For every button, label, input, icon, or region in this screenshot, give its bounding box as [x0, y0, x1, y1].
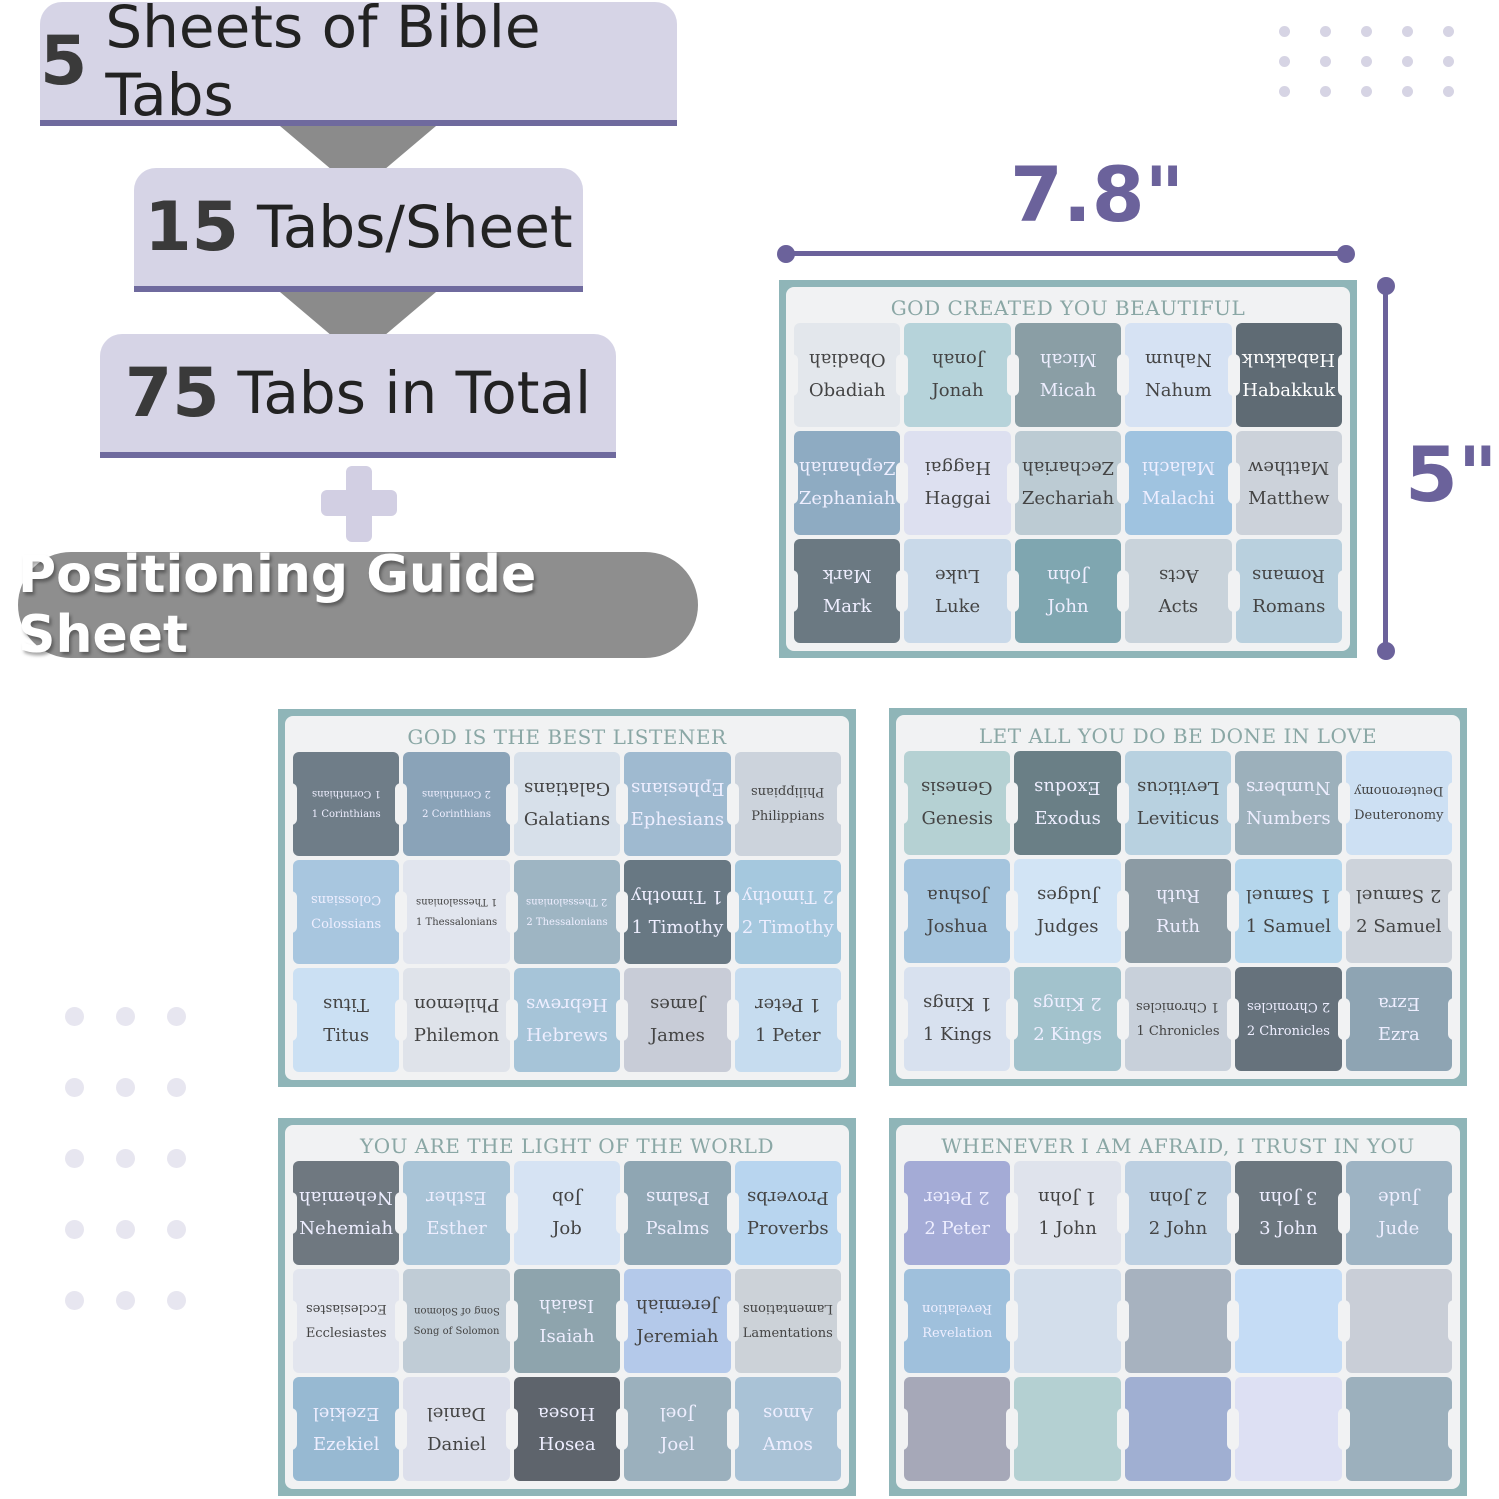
bible-tab: [1125, 859, 1231, 963]
decorative-dot: [1320, 86, 1331, 97]
tab-label-upside-down: Esther: [426, 1187, 487, 1208]
tab-label: Habakkuk: [1242, 380, 1336, 401]
tab-label: John: [1047, 596, 1089, 617]
tab-label: Esther: [426, 1218, 487, 1239]
sheet-title: GOD CREATED YOU BEAUTIFUL: [890, 296, 1246, 320]
decorative-dot: [167, 1291, 186, 1310]
tab-label-upside-down: Ezekiel: [313, 1403, 380, 1424]
tab-label: Revelation: [922, 1326, 993, 1341]
tab-label: Jude: [1378, 1218, 1420, 1239]
tab-label: Psalms: [645, 1218, 710, 1239]
bible-tab: [1125, 967, 1231, 1071]
tab-label: Song of Solomon: [413, 1326, 500, 1337]
decorative-dot: [1361, 26, 1372, 37]
decorative-dot: [1402, 26, 1413, 37]
tab-label: Colossians: [311, 917, 382, 932]
tab-label-upside-down: James: [649, 994, 705, 1015]
tabs-per-sheet-count: 15: [144, 187, 239, 267]
tab-sheet-2: [278, 709, 856, 1087]
tab-label: Genesis: [921, 808, 993, 829]
tab-label-upside-down: Philemon: [413, 994, 500, 1015]
bible-tab: [1014, 1269, 1120, 1373]
tab-label-upside-down: Amos: [762, 1403, 813, 1424]
bible-tab: [293, 860, 399, 964]
tab-label-upside-down: 1 Samuel: [1245, 885, 1332, 906]
tab-label: 3 John: [1259, 1218, 1318, 1239]
tab-label-upside-down: Mark: [822, 565, 872, 586]
tab-label-upside-down: 2 Corinthians: [422, 788, 491, 799]
height-dimension-end: [1377, 642, 1395, 660]
bible-tab: [1014, 859, 1120, 963]
tab-label: Acts: [1158, 596, 1199, 617]
tab-label-upside-down: Malachi: [1141, 457, 1215, 478]
tab-label: 1 Chronicles: [1136, 1024, 1220, 1039]
bible-tab: [904, 539, 1010, 643]
tab-label-upside-down: Ruth: [1156, 885, 1200, 906]
tab-label: Job: [552, 1218, 582, 1239]
tab-label-upside-down: Nehemiah: [299, 1187, 394, 1208]
bible-tab: [735, 752, 841, 856]
bible-tab: [1346, 751, 1452, 855]
banner-total-tabs: [100, 334, 616, 458]
bible-tab: [1015, 323, 1121, 427]
decorative-dot: [1361, 86, 1372, 97]
decorative-dot: [1443, 26, 1454, 37]
tab-label: Jonah: [931, 380, 984, 401]
height-dimension-label: 5": [1405, 430, 1498, 519]
bible-tab: [1236, 431, 1342, 535]
bible-tab: [1346, 1377, 1452, 1481]
bible-tab: [1346, 859, 1452, 963]
tab-label-upside-down: Job: [552, 1187, 582, 1208]
tab-label: Ephesians: [630, 809, 725, 830]
banner-tabs-per-sheet: [134, 168, 583, 292]
sheets-count: 5: [40, 21, 88, 101]
positioning-guide-pill: Positioning Guide Sheet: [18, 552, 698, 658]
tab-label: Romans: [1252, 596, 1326, 617]
bible-tab: [735, 860, 841, 964]
tab-label: 2 Thessalonians: [526, 917, 608, 928]
tab-label: 1 Samuel: [1245, 916, 1332, 937]
total-tabs-count: 75: [124, 353, 220, 433]
tab-label: Mark: [822, 596, 872, 617]
bible-tab: [904, 431, 1010, 535]
bible-tab: [403, 1161, 509, 1265]
tab-label: 1 Timothy: [631, 917, 724, 938]
tab-label-upside-down: Titus: [323, 994, 370, 1015]
tab-label-upside-down: Luke: [935, 565, 981, 586]
bible-tab: [403, 860, 509, 964]
tab-label-upside-down: Matthew: [1248, 457, 1330, 478]
height-dimension-start: [1377, 277, 1395, 295]
tab-label-upside-down: Deuteronomy: [1354, 783, 1444, 798]
decorative-dot: [1279, 86, 1290, 97]
tab-label: 1 Corinthians: [311, 809, 381, 820]
bible-tab: [293, 1269, 399, 1373]
decorative-dot: [1443, 86, 1454, 97]
sheet-title: WHENEVER I AM AFRAID, I TRUST IN YOU: [941, 1134, 1415, 1158]
tab-label-upside-down: Numbers: [1246, 777, 1331, 798]
tab-label: Zephaniah: [798, 488, 896, 509]
tab-label: Judges: [1036, 916, 1099, 937]
bible-tab: [1235, 1161, 1341, 1265]
bible-tab: [1235, 1269, 1341, 1373]
tab-label: Hebrews: [526, 1025, 608, 1046]
tab-label: 1 Peter: [754, 1025, 821, 1046]
tab-label: Micah: [1039, 380, 1097, 401]
width-dimension-start: [777, 245, 795, 263]
tab-label: Ezekiel: [313, 1434, 380, 1455]
tab-label: Joel: [660, 1434, 695, 1455]
bible-tab: [904, 323, 1010, 427]
tab-label: Lamentations: [742, 1326, 833, 1341]
tab-label: Philippians: [751, 809, 825, 824]
bible-tab: [794, 431, 900, 535]
bible-tab: [514, 752, 620, 856]
tab-label: Haggai: [924, 488, 991, 509]
tab-label-upside-down: 3 John: [1259, 1187, 1318, 1208]
tab-label: Zechariah: [1021, 488, 1115, 509]
tab-label: 2 John: [1148, 1218, 1208, 1239]
tab-label: Titus: [323, 1025, 370, 1046]
decorative-dot: [167, 1078, 186, 1097]
total-tabs-label: Tabs in Total: [237, 359, 592, 427]
bible-tab: [1014, 1161, 1120, 1265]
tab-label-upside-down: Lamentations: [742, 1301, 833, 1316]
bible-tab: [735, 1269, 841, 1373]
tab-label: Luke: [935, 596, 981, 617]
tab-label: Ezra: [1377, 1024, 1420, 1045]
decorative-dot: [1402, 56, 1413, 67]
tab-label-upside-down: Haggai: [924, 457, 991, 478]
banner-sheets: [40, 0, 677, 129]
tab-label: Numbers: [1246, 808, 1331, 829]
tab-label-upside-down: Isaiah: [539, 1295, 595, 1316]
tab-sheet-1: [779, 280, 1357, 658]
decorative-dot: [1279, 26, 1290, 37]
decorative-dot: [1279, 56, 1290, 67]
tab-label-upside-down: Zephaniah: [798, 457, 896, 478]
tab-label-upside-down: Joshua: [926, 885, 988, 906]
tab-label-upside-down: 2 Samuel: [1356, 885, 1442, 906]
bible-tab: [1235, 751, 1341, 855]
bible-tab: [403, 1377, 509, 1481]
tab-label-upside-down: Philippians: [751, 784, 825, 799]
bible-tab: [1346, 1161, 1452, 1265]
tab-label: 2 Samuel: [1356, 916, 1442, 937]
bible-tab: [1125, 1269, 1231, 1373]
width-dimension-line: [786, 251, 1346, 256]
tab-label: Proverbs: [746, 1218, 829, 1239]
decorative-dot: [65, 1291, 84, 1310]
tab-label: Exodus: [1034, 808, 1101, 829]
tab-label: Daniel: [427, 1434, 487, 1455]
tab-label-upside-down: Leviticus: [1136, 777, 1220, 798]
tab-label-upside-down: Revelation: [922, 1301, 993, 1316]
bible-tab: [514, 860, 620, 964]
width-dimension-label: 7.8": [1010, 150, 1185, 239]
decorative-dot: [65, 1149, 84, 1168]
tab-label-upside-down: Exodus: [1034, 777, 1101, 798]
tab-label-upside-down: Jeremiah: [636, 1295, 719, 1316]
tab-label-upside-down: 1 Kings: [922, 993, 992, 1014]
tab-label-upside-down: 1 Corinthians: [311, 788, 381, 799]
bible-tab: [293, 1377, 399, 1481]
tab-label: Leviticus: [1136, 808, 1220, 829]
height-dimension-line: [1383, 286, 1388, 650]
tab-label-upside-down: 1 John: [1038, 1187, 1097, 1208]
tab-label-upside-down: 2 Kings: [1033, 993, 1102, 1014]
bible-tab: [293, 968, 399, 1072]
bible-tab: [1125, 323, 1231, 427]
tab-label: 1 Thessalonians: [416, 917, 498, 928]
decorative-dot: [167, 1149, 186, 1168]
tab-label: Malachi: [1141, 488, 1215, 509]
tab-label-upside-down: Ephesians: [630, 778, 725, 799]
tab-label: Jeremiah: [636, 1326, 719, 1347]
bible-tab: [735, 1161, 841, 1265]
tab-label-upside-down: Hosea: [538, 1403, 596, 1424]
tab-label-upside-down: John: [1047, 565, 1089, 586]
tab-label: Matthew: [1248, 488, 1330, 509]
tab-label-upside-down: Galatians: [523, 778, 611, 799]
bible-tab: [624, 1161, 730, 1265]
bible-tab: [794, 323, 900, 427]
bible-tab: [1125, 431, 1231, 535]
bible-tab: [1346, 967, 1452, 1071]
tab-label-upside-down: Hebrews: [526, 994, 608, 1015]
bible-tab: [624, 1377, 730, 1481]
tab-label-upside-down: 1 Timothy: [631, 886, 724, 907]
decorative-dot: [116, 1149, 135, 1168]
decorative-dot: [65, 1220, 84, 1239]
tab-label: 1 Kings: [922, 1024, 992, 1045]
tab-label: 2 Corinthians: [422, 809, 491, 820]
tab-label-upside-down: Genesis: [921, 777, 993, 798]
bible-tab: [1125, 539, 1231, 643]
tab-label: Nehemiah: [299, 1218, 394, 1239]
tab-grid: [794, 323, 1342, 643]
tab-label: Deuteronomy: [1354, 808, 1444, 823]
tab-label: Amos: [762, 1434, 813, 1455]
tab-label-upside-down: Psalms: [645, 1187, 710, 1208]
bible-tab: [1236, 539, 1342, 643]
decorative-dot: [116, 1007, 135, 1026]
tab-label: Obadiah: [808, 380, 886, 401]
bible-tab: [1235, 967, 1341, 1071]
decorative-dot: [1402, 86, 1413, 97]
bible-tab: [735, 1377, 841, 1481]
bible-tab: [904, 1269, 1010, 1373]
tabs-per-sheet-label: Tabs/Sheet: [257, 193, 573, 261]
decorative-dot: [1320, 26, 1331, 37]
tab-label-upside-down: Daniel: [427, 1403, 487, 1424]
decorative-dot: [167, 1007, 186, 1026]
tab-label-upside-down: Micah: [1039, 349, 1097, 370]
decorative-dot: [167, 1220, 186, 1239]
bible-tab: [904, 967, 1010, 1071]
bible-tab: [514, 1377, 620, 1481]
bible-tab: [735, 968, 841, 1072]
sheet-title: YOU ARE THE LIGHT OF THE WORLD: [359, 1134, 774, 1158]
tab-label: Hosea: [538, 1434, 596, 1455]
decorative-dot: [1443, 56, 1454, 67]
tab-label-upside-down: Ecclesiastes: [305, 1301, 387, 1316]
tab-sheet-4: [278, 1118, 856, 1496]
tab-label: 1 John: [1038, 1218, 1097, 1239]
decorative-dot: [1320, 56, 1331, 67]
bible-tab: [904, 859, 1010, 963]
bible-tab: [403, 752, 509, 856]
tab-label: Galatians: [523, 809, 611, 830]
bible-tab: [1015, 431, 1121, 535]
bible-tab: [624, 1269, 730, 1373]
tab-label: Isaiah: [539, 1326, 595, 1347]
bible-tab: [1346, 1269, 1452, 1373]
bible-tab: [624, 968, 730, 1072]
bible-tab: [1014, 1377, 1120, 1481]
decorative-dot: [1361, 56, 1372, 67]
bible-tab: [514, 1269, 620, 1373]
tab-label-upside-down: Zechariah: [1021, 457, 1115, 478]
bible-tab: [1014, 967, 1120, 1071]
sheets-label: Sheets of Bible Tabs: [105, 0, 541, 129]
decorative-dot: [65, 1007, 84, 1026]
tab-label: 2 Timothy: [741, 917, 834, 938]
tab-label-upside-down: Obadiah: [808, 349, 886, 370]
tab-label-upside-down: Proverbs: [746, 1187, 829, 1208]
bible-tab: [1236, 323, 1342, 427]
tab-label-upside-down: Nahum: [1145, 349, 1212, 370]
bible-tab: [1125, 751, 1231, 855]
decorative-dot: [116, 1291, 135, 1310]
tab-label-upside-down: Jonah: [931, 349, 984, 370]
bible-tab: [1235, 859, 1341, 963]
bible-tab: [293, 1161, 399, 1265]
tab-sheet-3: [889, 708, 1467, 1086]
tab-label-upside-down: 1 Peter: [754, 994, 821, 1015]
bible-tab: [1014, 751, 1120, 855]
bible-tab: [794, 539, 900, 643]
tab-label-upside-down: 1 Chronicles: [1136, 999, 1220, 1014]
tab-label-upside-down: 2 John: [1148, 1187, 1208, 1208]
tab-label: Joshua: [926, 916, 988, 937]
tab-grid: [904, 1161, 1452, 1481]
tab-label: 2 Peter: [924, 1218, 990, 1239]
bible-tab: [293, 752, 399, 856]
tab-label: Ruth: [1156, 916, 1200, 937]
tab-label: James: [649, 1025, 705, 1046]
tab-grid: [904, 751, 1452, 1071]
tab-label-upside-down: Ezra: [1377, 993, 1420, 1014]
bible-tab: [1015, 539, 1121, 643]
tab-grid: [293, 752, 841, 1072]
tab-label: 2 Kings: [1033, 1024, 1102, 1045]
bible-tab: [1125, 1161, 1231, 1265]
tab-label-upside-down: 2 Chronicles: [1246, 999, 1330, 1014]
tab-label-upside-down: 2 Peter: [924, 1187, 990, 1208]
bible-tab: [403, 1269, 509, 1373]
tab-grid: [293, 1161, 841, 1481]
bible-tab: [904, 1161, 1010, 1265]
tab-label-upside-down: Colossians: [311, 892, 382, 907]
tab-label: Philemon: [413, 1025, 500, 1046]
tab-label-upside-down: 2 Timothy: [741, 886, 834, 907]
tab-label-upside-down: Acts: [1158, 565, 1199, 586]
tab-label-upside-down: 2 Thessalonians: [526, 896, 608, 907]
bible-tab: [514, 968, 620, 1072]
tab-label-upside-down: Judges: [1036, 885, 1099, 906]
width-dimension-end: [1337, 245, 1355, 263]
tab-sheet-5: [889, 1118, 1467, 1496]
tab-label-upside-down: 1 Thessalonians: [416, 896, 498, 907]
tab-label: Ecclesiastes: [305, 1326, 387, 1341]
tab-label-upside-down: Jude: [1378, 1187, 1420, 1208]
bible-tab: [514, 1161, 620, 1265]
bible-tab: [1235, 1377, 1341, 1481]
bible-tab: [624, 752, 730, 856]
bible-tab: [1125, 1377, 1231, 1481]
tab-label-upside-down: Joel: [660, 1403, 695, 1424]
tab-label-upside-down: Habakkuk: [1242, 349, 1336, 370]
tab-label: 2 Chronicles: [1246, 1024, 1330, 1039]
tab-label-upside-down: Romans: [1252, 565, 1326, 586]
tab-label-upside-down: Song of Solomon: [413, 1305, 500, 1316]
decorative-dot: [116, 1078, 135, 1097]
decorative-dot: [65, 1078, 84, 1097]
bible-tab: [904, 1377, 1010, 1481]
sheet-title: GOD IS THE BEST LISTENER: [407, 725, 727, 749]
sheet-title: LET ALL YOU DO BE DONE IN LOVE: [978, 724, 1378, 748]
bible-tab: [403, 968, 509, 1072]
bible-tab: [904, 751, 1010, 855]
decorative-dot: [116, 1220, 135, 1239]
tab-label: Nahum: [1145, 380, 1212, 401]
bible-tab: [624, 860, 730, 964]
